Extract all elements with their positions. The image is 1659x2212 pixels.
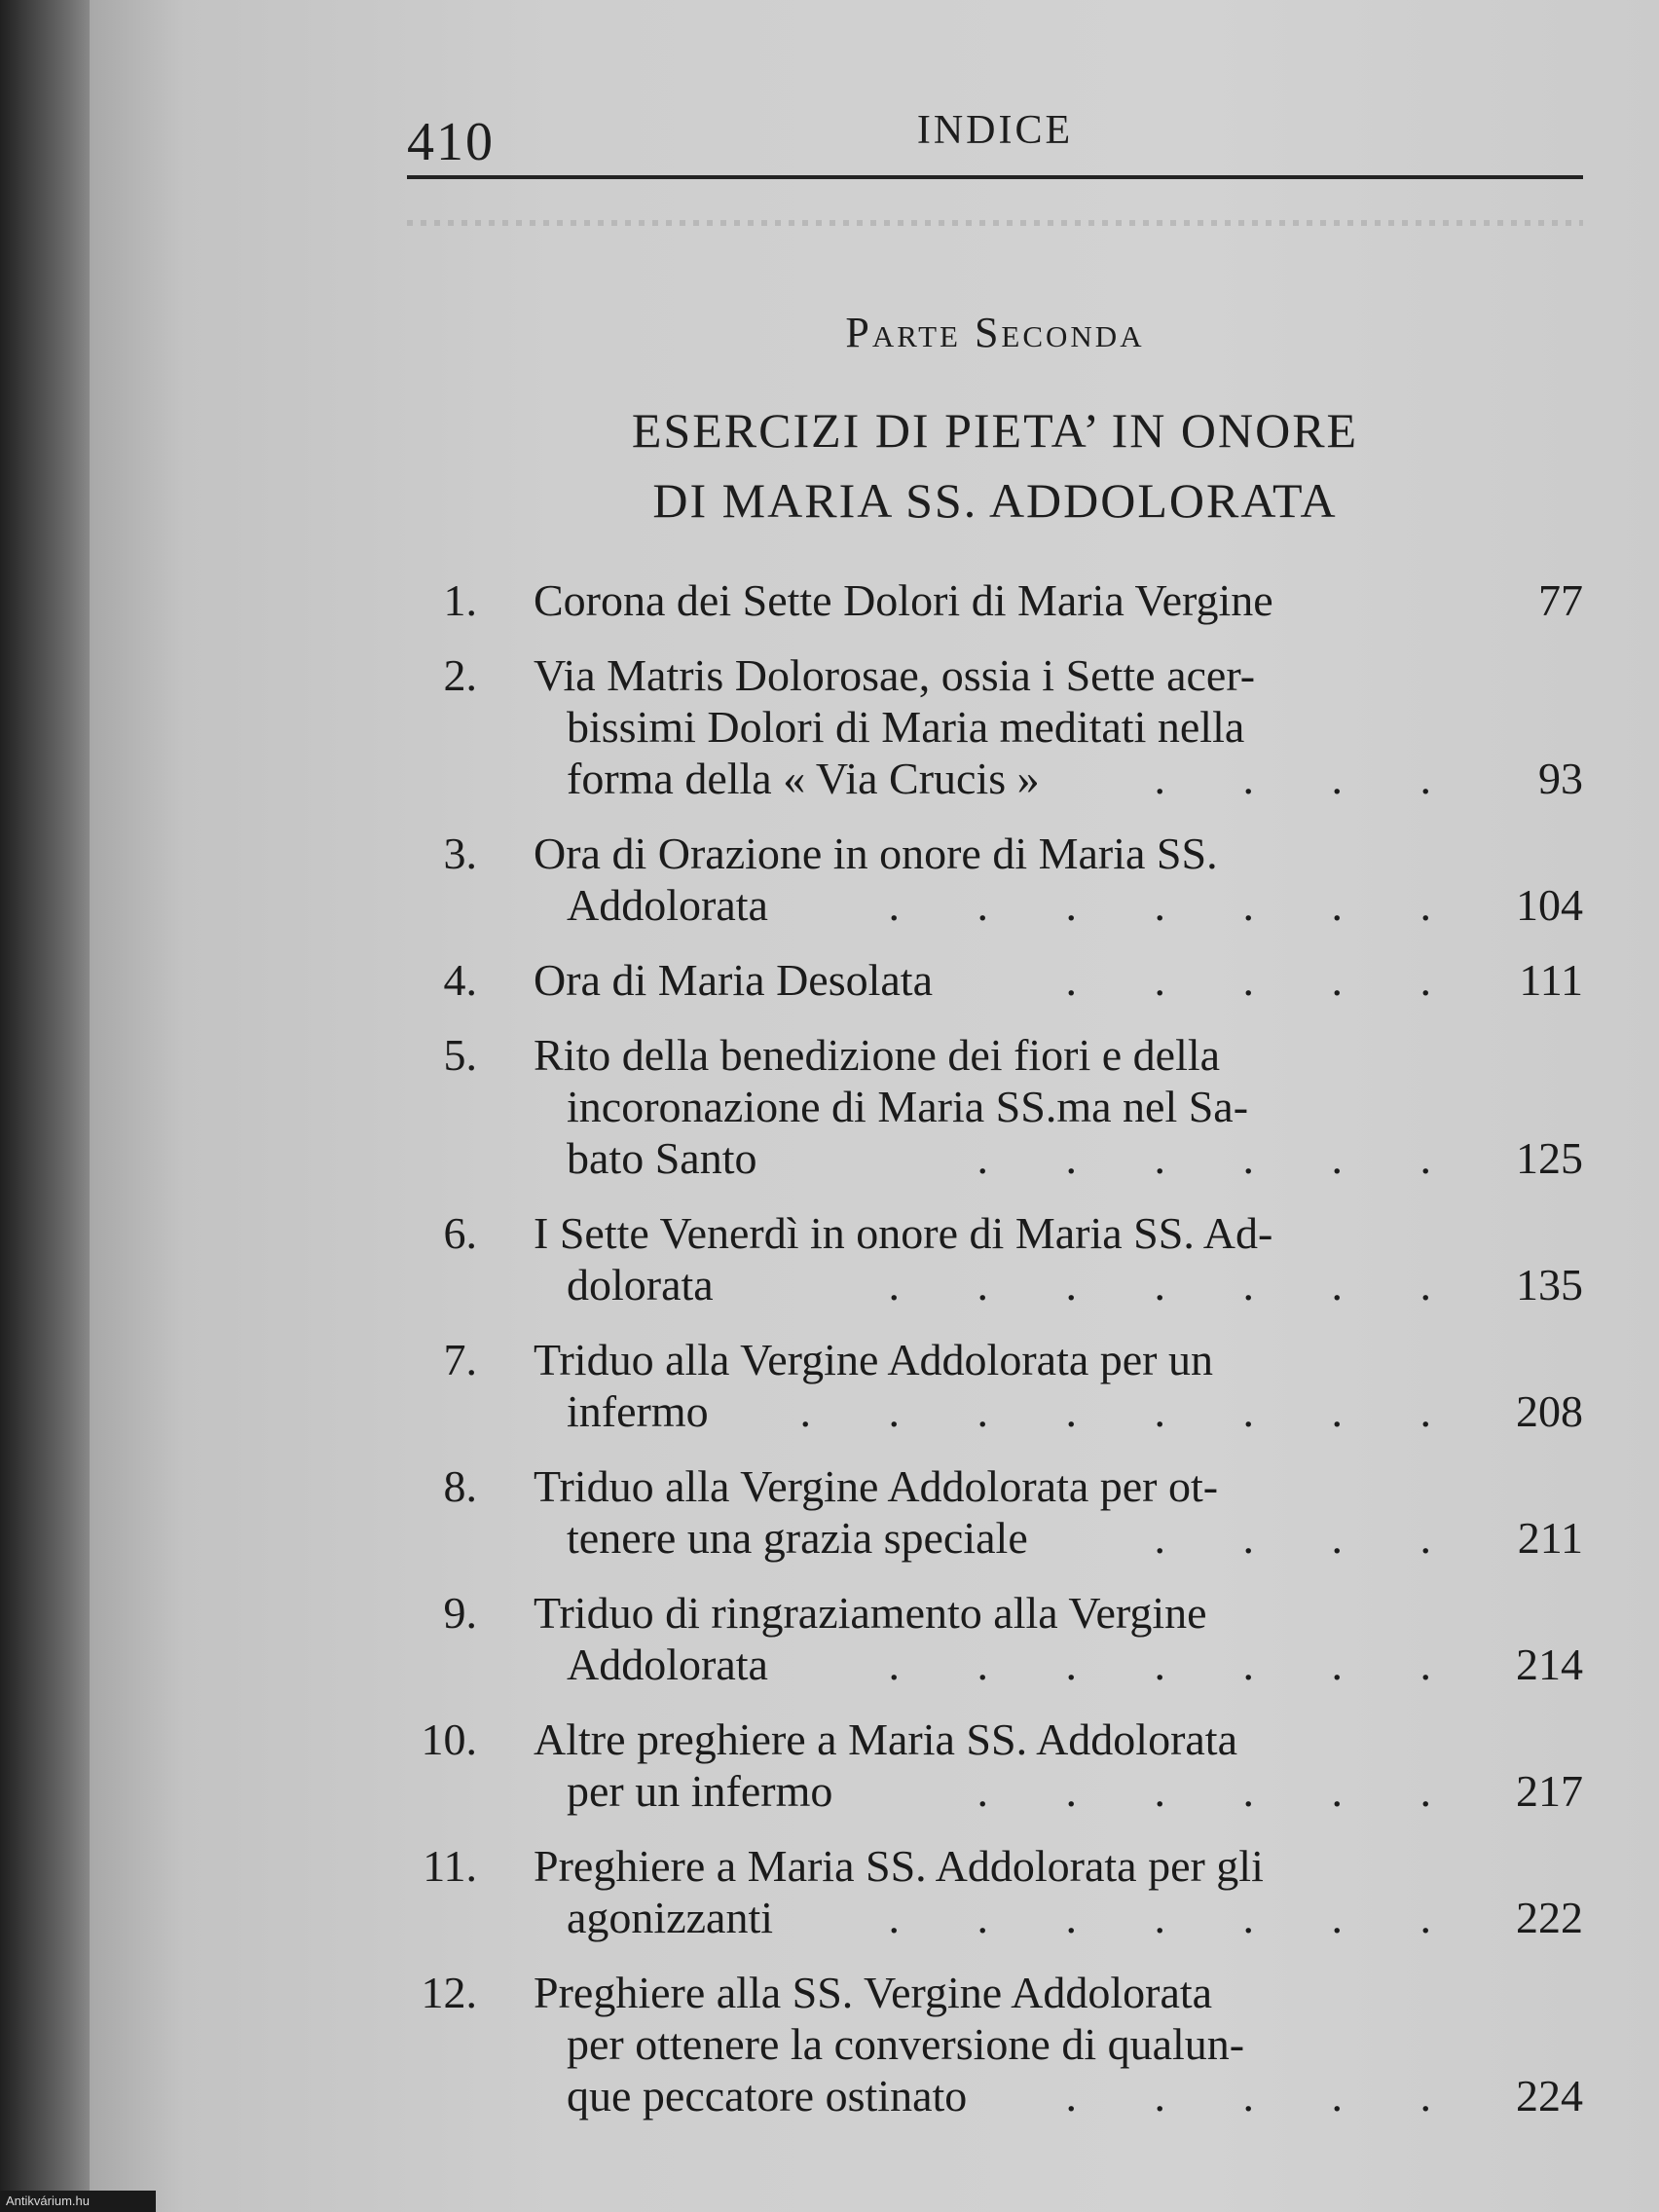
watermark: Antikvárium.hu <box>0 2191 156 2212</box>
toc-entry-line: Preghiere a Maria SS. Addolorata per gli <box>534 1841 1264 1891</box>
toc-entry-line: Triduo alla Vergine Addolorata per un <box>534 1335 1213 1384</box>
part-label: Parte Seconda <box>845 309 1145 356</box>
header-title: INDICE <box>916 108 1074 153</box>
toc-entry-line: Via Matris Dolorosae, ossia i Sette acer- <box>534 650 1256 700</box>
toc-leader-dots: . . . . <box>1154 1513 1464 1563</box>
toc-leader-dots: . . . . . . . <box>888 880 1464 930</box>
toc-entry-title <box>500 1029 1464 1184</box>
section-title-line-1: ESERCIZI DI PIETA’ IN ONORE <box>631 403 1359 458</box>
toc-entry-title <box>500 649 1464 804</box>
toc-entry-number: 8. <box>443 1461 477 1511</box>
toc-entry-page-number: 111 <box>1519 955 1583 1005</box>
toc-entry-number: 11. <box>423 1841 477 1891</box>
page-header <box>407 97 1583 185</box>
toc-entry-title <box>500 1460 1464 1564</box>
header-rule <box>407 175 1583 179</box>
toc-entry-page-number: 211 <box>1517 1513 1583 1563</box>
toc-entry-title <box>500 1714 1464 1817</box>
toc-leader-dots: . . . . . . . <box>888 1260 1464 1309</box>
toc-entry-line: per un infermo . . . . . . <box>567 1766 1464 1816</box>
toc-entry-line: Triduo di ringraziamento alla Vergine <box>534 1588 1207 1638</box>
toc-entry-page-number: 208 <box>1516 1386 1583 1436</box>
toc-entry-page-number: 125 <box>1516 1133 1583 1183</box>
toc-leader-dots: . . . . . <box>1065 2071 1464 2120</box>
toc-entry-title <box>500 1967 1464 2121</box>
toc-entry-number: 6. <box>443 1208 477 1258</box>
toc-entry-line: Altre preghiere a Maria SS. Addolorata <box>534 1714 1237 1764</box>
book-binding <box>0 0 92 2212</box>
toc-entry-page-number: 224 <box>1516 2071 1583 2120</box>
toc-leader-dots: . . . . . . . <box>888 1640 1464 1689</box>
page-number: 410 <box>407 112 495 172</box>
toc-entry-line: Ora di Orazione in onore di Maria SS. <box>534 829 1218 878</box>
toc-leader-dots: . . . . <box>1154 754 1464 803</box>
bleed-through-rule <box>407 220 1583 226</box>
toc-entry-line: Addolorata . . . . . . . <box>567 1640 1464 1689</box>
toc-entry-page-number: 135 <box>1516 1260 1583 1309</box>
toc-entry-page-number: 77 <box>1538 575 1583 625</box>
toc-entry-number: 7. <box>443 1335 477 1384</box>
toc-entry-title <box>500 1207 1464 1310</box>
toc-entry-line: I Sette Venerdì in onore di Maria SS. Ad- <box>534 1208 1273 1258</box>
toc-leader-dots: . . . . . . <box>977 1133 1464 1183</box>
toc-entry-line: bato Santo . . . . . . <box>567 1133 1464 1183</box>
toc-entry-page-number: 222 <box>1516 1893 1583 1942</box>
toc-leader-dots: . . . . . . <box>977 1766 1464 1816</box>
toc-entry-number: 10. <box>421 1714 477 1764</box>
toc-entry-line: Ora di Maria Desolata . . . . . <box>534 955 1464 1005</box>
toc-entry-line: incoronazione di Maria SS.ma nel Sa- <box>567 1082 1249 1131</box>
toc-entry-line: infermo . . . . . . . . <box>567 1386 1464 1436</box>
toc-entry-number: 1. <box>443 575 477 625</box>
toc-leader-dots: . . . . . . . <box>888 1893 1464 1942</box>
toc-entry-title <box>500 574 1464 626</box>
toc-entry-number: 5. <box>443 1030 477 1080</box>
toc-entry-title <box>500 954 1464 1006</box>
toc-leader-dots: . . . . . . . . <box>799 1386 1464 1436</box>
toc-entry-line: Rito della benedizione dei fiori e della <box>534 1030 1221 1080</box>
toc-entry-line: forma della « Via Crucis » . . . . <box>567 754 1464 803</box>
toc-entry-number: 12. <box>421 1968 477 2017</box>
toc-entry-line: tenere una grazia speciale . . . . <box>567 1513 1464 1563</box>
toc-entry-line: per ottenere la conversione di qualun- <box>567 2019 1245 2069</box>
toc-entry-line: que peccatore ostinato . . . . . <box>567 2071 1464 2120</box>
toc-entry-page-number: 104 <box>1516 880 1583 930</box>
section-title <box>407 395 1583 535</box>
toc-entry-page-number: 93 <box>1538 754 1583 803</box>
toc-entry-line: dolorata . . . . . . . <box>567 1260 1464 1309</box>
toc-entry-title <box>500 1587 1464 1690</box>
toc-entry-page-number: 217 <box>1516 1766 1583 1816</box>
toc-entry-page-number: 214 <box>1516 1640 1583 1689</box>
toc-entry-number: 4. <box>443 955 477 1005</box>
toc-entry-line: Addolorata . . . . . . . <box>567 880 1464 930</box>
toc-entry-line: agonizzanti . . . . . . . <box>567 1893 1464 1942</box>
toc-entry-line: Triduo alla Vergine Addolorata per ot- <box>534 1461 1219 1511</box>
toc-entry-line: Preghiere alla SS. Vergine Addolorata <box>534 1968 1213 2017</box>
toc-entry-title <box>500 828 1464 931</box>
toc-entry-title <box>500 1334 1464 1437</box>
toc-entry-number: 2. <box>443 650 477 700</box>
toc-leader-dots: . . . . . <box>1065 955 1464 1005</box>
toc-entry-number: 9. <box>443 1588 477 1638</box>
toc-entry-line: bissimi Dolori di Maria meditati nella <box>567 702 1245 752</box>
section-title-line-2: DI MARIA SS. ADDOLORATA <box>652 473 1338 528</box>
toc-entry-number: 3. <box>443 829 477 878</box>
toc-entry-title <box>500 1840 1464 1943</box>
toc-entry-line: Corona dei Sette Dolori di Maria Vergine <box>534 575 1273 625</box>
